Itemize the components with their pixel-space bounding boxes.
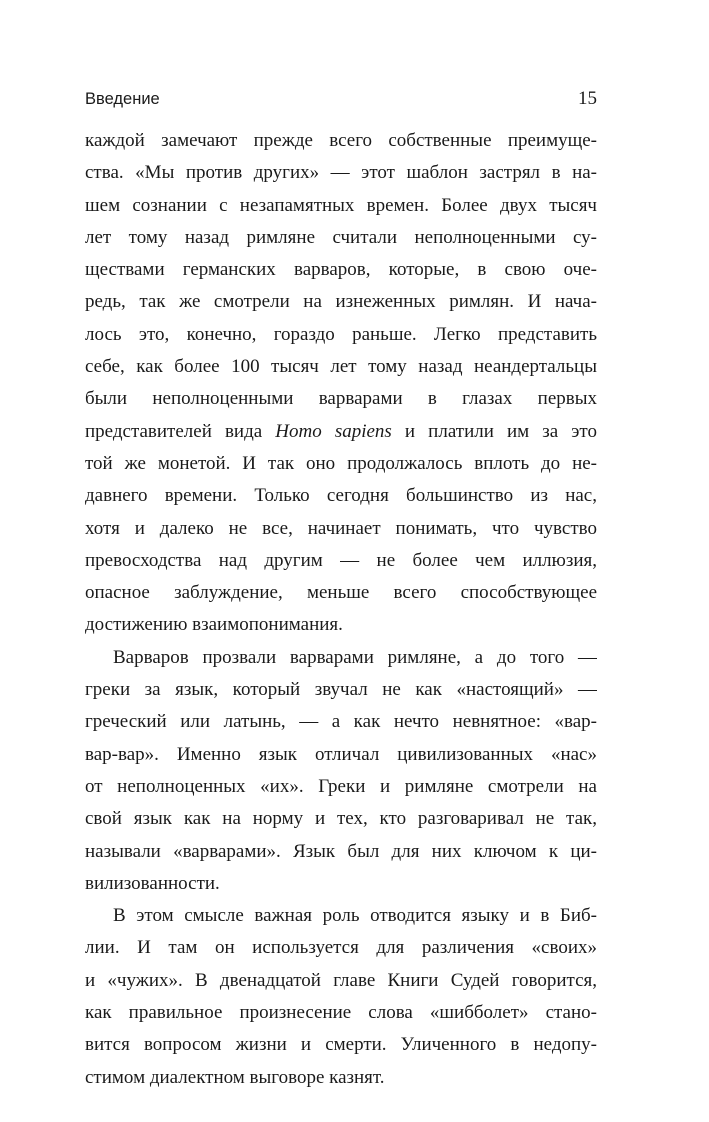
running-head	[85, 86, 597, 112]
text-line	[85, 932, 597, 964]
text-segment: лии. И там он используется для различения «своих»	[85, 937, 597, 959]
text-segment: себе, как более 100 тысяч лет тому назад неандертальцы	[85, 356, 597, 378]
text-line	[85, 997, 597, 1029]
text-line	[85, 900, 597, 932]
text-segment: и «чужих». В двенадцатой главе Книги Судей говорится,	[85, 969, 597, 991]
text-line	[85, 319, 597, 351]
text-line	[85, 771, 597, 803]
text-segment: вар-вар». Именно язык отличал цивилизованных «нас»	[85, 743, 597, 765]
paragraph	[85, 125, 597, 642]
text-segment: и платили им за это	[391, 420, 597, 442]
text-line	[85, 868, 597, 900]
text-line	[85, 448, 597, 480]
page-number: 15	[578, 88, 597, 109]
text-segment: редь, так же смотрели на изнеженных римлян. И нача-	[85, 291, 597, 313]
text-segment: В этом смысле важная роль отводится языку и в Биб-	[113, 905, 597, 927]
text-line	[85, 1029, 597, 1061]
text-segment: называли «варварами». Язык был для них ключом к ци-	[85, 840, 597, 862]
text-line	[85, 351, 597, 383]
text-line	[85, 513, 597, 545]
text-segment: лет тому назад римляне считали неполноценными су-	[85, 226, 597, 248]
chapter-title: Введение	[85, 90, 160, 108]
text-line	[85, 706, 597, 738]
text-segment: ства. «Мы против других» — этот шаблон застрял в на-	[85, 162, 597, 184]
text-line	[85, 674, 597, 706]
text-line	[85, 125, 597, 157]
text-segment: той же монетой. И так оно продолжалось вплоть до не-	[85, 452, 597, 474]
text-segment: свой язык как на норму и тех, кто разговаривал не так,	[85, 808, 597, 830]
text-line	[85, 190, 597, 222]
text-line	[85, 739, 597, 771]
text-segment: греки за язык, который звучал не как «настоящий» —	[85, 679, 597, 701]
paragraph	[85, 642, 597, 900]
text-segment: каждой замечают прежде всего собственные преимуще-	[85, 130, 597, 151]
text-line	[85, 222, 597, 254]
text-line	[85, 577, 597, 609]
text-segment: лось это, конечно, гораздо раньше. Легко представить	[85, 323, 597, 345]
text-line	[85, 965, 597, 997]
text-segment: Варваров прозвали варварами римляне, а до того —	[113, 646, 597, 668]
text-line	[85, 836, 597, 868]
text-line	[85, 803, 597, 835]
text-segment: ществами германских варваров, которые, в свою оче-	[85, 259, 597, 281]
text-segment: стимом диалектном выговоре казнят.	[85, 1066, 385, 1088]
text-line	[85, 286, 597, 318]
text-line	[85, 416, 597, 448]
paragraph	[85, 900, 597, 1094]
text-segment: представителей вида	[85, 420, 276, 442]
text-segment: были неполноценными варварами в глазах первых	[85, 388, 597, 410]
text-line	[85, 545, 597, 577]
text-segment: превосходства над другим — не более чем иллюзия,	[85, 549, 597, 571]
text-line	[85, 609, 597, 641]
text-segment: хотя и далеко не все, начинает понимать, что чувство	[85, 517, 597, 539]
italic-term: Homo sapiens	[275, 420, 392, 442]
text-segment: вится вопросом жизни и смерти. Уличенного в недопу-	[85, 1034, 597, 1056]
text-segment: шем сознании с незапамятных времен. Более двух тысяч	[85, 194, 597, 216]
text-line	[85, 1062, 597, 1094]
text-line	[85, 480, 597, 512]
text-line	[85, 157, 597, 189]
body-text	[85, 125, 597, 1094]
text-segment: давнего времени. Только сегодня большинство из нас,	[85, 485, 597, 507]
text-line	[85, 383, 597, 415]
text-line	[85, 642, 597, 674]
text-segment: достижению взаимопонимания.	[85, 614, 343, 636]
text-segment: греческий или латынь, — а как нечто невнятное: «вар-	[85, 711, 597, 733]
text-line	[85, 254, 597, 286]
text-segment: опасное заблуждение, меньше всего способствующее	[85, 582, 597, 604]
text-segment: вилизованности.	[85, 872, 220, 894]
text-segment: как правильное произнесение слова «шибболет» стано-	[85, 1002, 597, 1024]
text-segment: от неполноценных «их». Греки и римляне смотрели на	[85, 775, 597, 797]
